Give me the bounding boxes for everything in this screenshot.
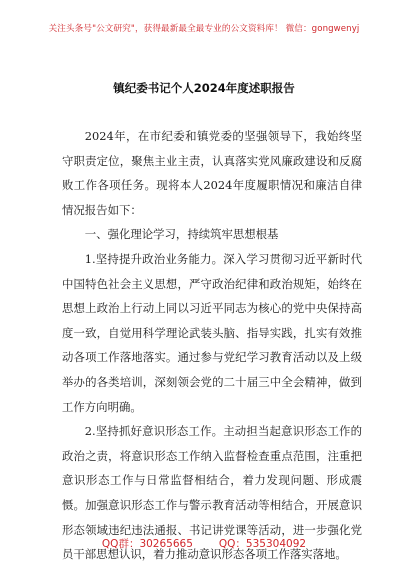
footer-contacts xyxy=(0,536,408,551)
header-banner: 关注头条号"公文研究"，获得最新最全最专业的公文资料库！ 微信：gongwenyj xyxy=(48,24,360,34)
paragraph-item-2: 2.坚持抓好意识形态工作。主动担当起意识形态工作的政治之责，将意识形态工作纳入监督检查重点范围，注重把意识形态工作与日常监督相结合，着力发现问题、形成震慑。加强意识形态工作与警示教育活动等相结合，开展意识形态领域违纪违法通报、书记讲党课等活动，进一步强化党员干部思想认识，着力推动意识形态各项工作落实落地。 xyxy=(62,424,362,562)
footer-qq-group: QQ群：30265665 xyxy=(101,538,193,550)
document-body xyxy=(62,124,362,567)
paragraph-intro: 2024年，在市纪委和镇党委的坚强领导下，我始终坚守职责定位，聚焦主业主责，认真落实党风廉政建设和反腐败工作各项任务。现将本人2024年度履职情况和廉洁自律情况报告如下： xyxy=(62,129,362,217)
footer-qq: QQ：535304092 xyxy=(218,538,307,550)
paragraph-item-1: 1.坚持提升政治业务能力。深入学习贯彻习近平新时代中国特色社会主义思想，严守政治纪律和政治规矩，始终在思想上政治上行动上同以习近平同志为核心的党中央保持高度一致，自觉用科学理论武装头脑、指导实践，扎实有效推动各项工作落地落实。通过参与党纪学习教育活动以及上级举办的各类培训，深刻领会党的二十届三中全会精神，做到工作方向明确。 xyxy=(62,251,362,414)
section-heading-1: 一、强化理论学习，持续筑牢思想根基 xyxy=(84,227,279,242)
document-title: 镇纪委书记个人2024年度述职报告 xyxy=(113,81,295,95)
